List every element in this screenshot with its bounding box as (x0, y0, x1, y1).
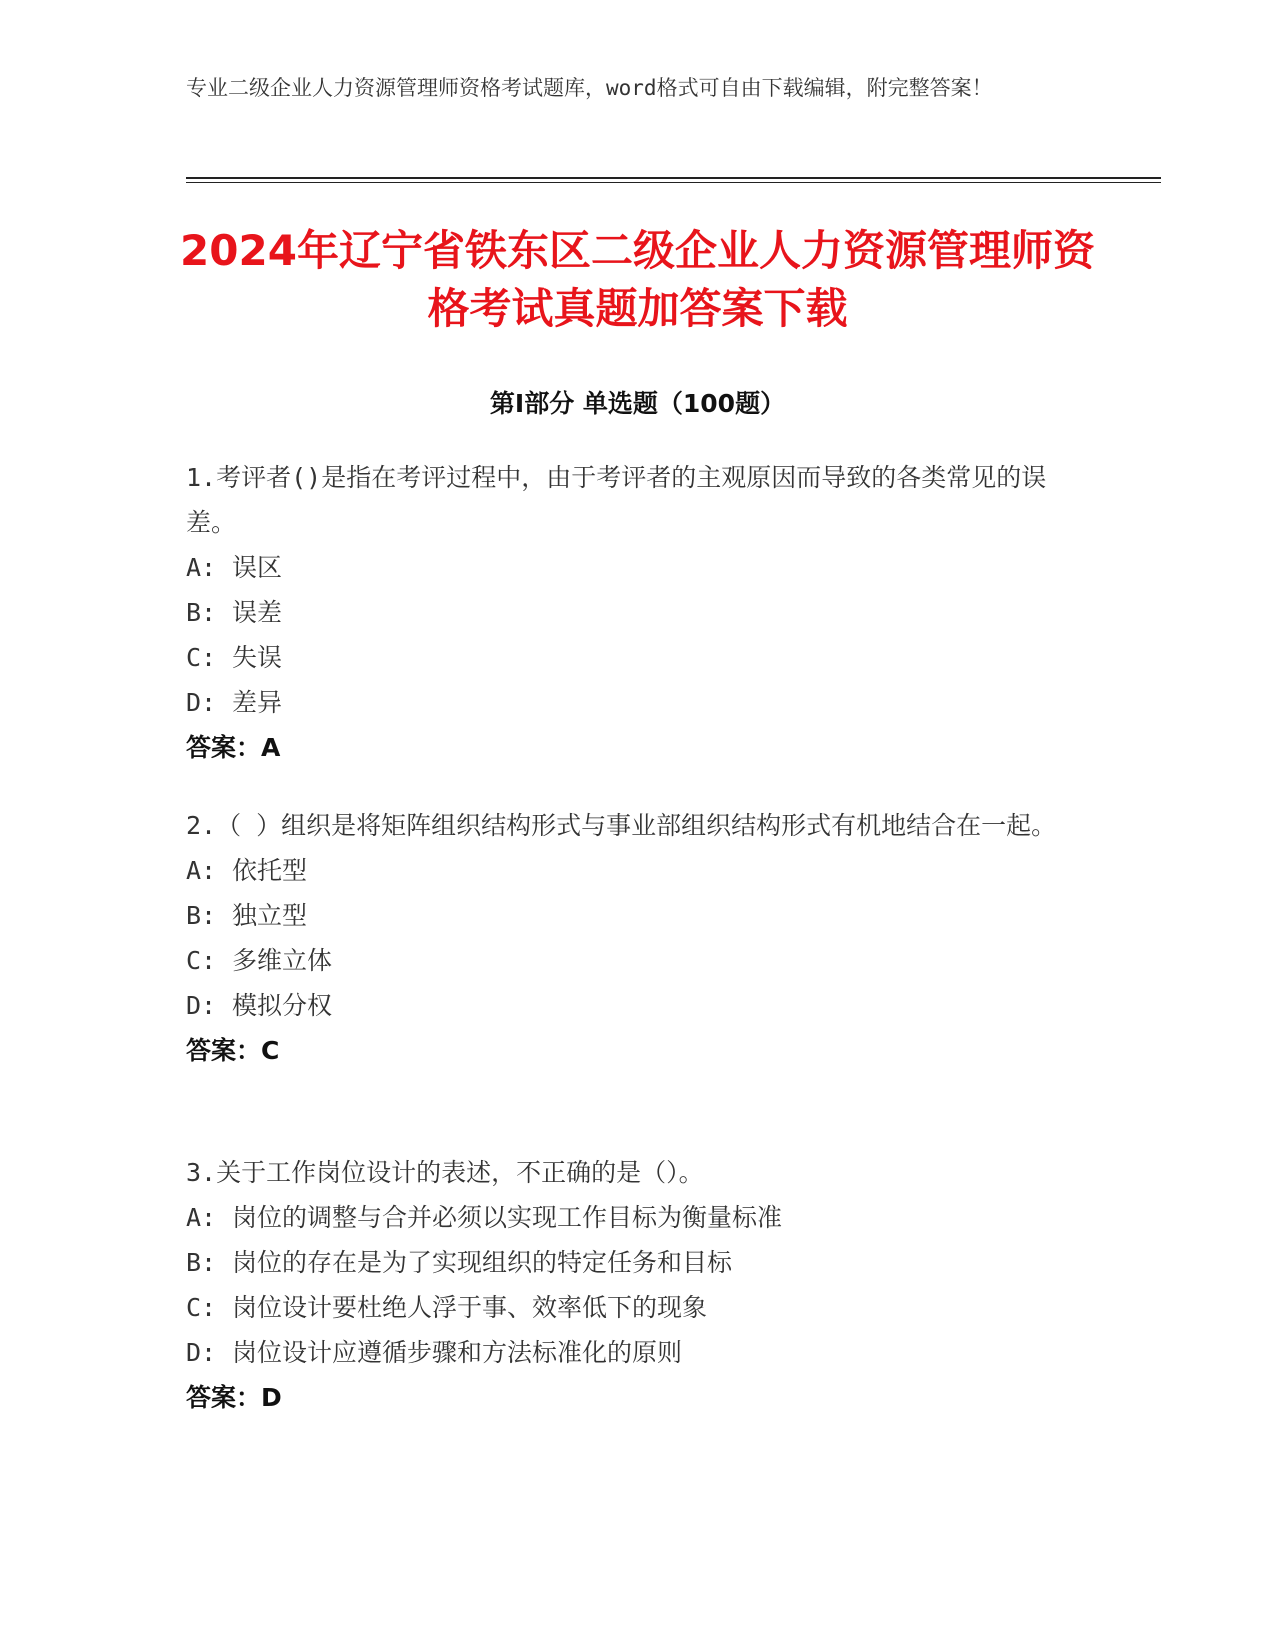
question-stem: 2.（ ）组织是将矩阵组织结构形式与事业部组织结构形式有机地结合在一起。 (186, 811, 1057, 840)
header-divider-thin (186, 182, 1161, 183)
option-text: 岗位的存在是为了实现组织的特定任务和目标 (232, 1248, 733, 1277)
option-letter: C: (186, 946, 217, 975)
option-d (186, 1330, 1086, 1375)
option-letter: A: (186, 856, 217, 885)
option-letter: B: (186, 1248, 217, 1277)
option-letter: D: (186, 1338, 217, 1367)
answer-value: D (261, 1383, 282, 1412)
answer-line (186, 1375, 1086, 1420)
header-note: 专业二级企业人力资源管理师资格考试题库，word格式可自由下载编辑，附完整答案！ (186, 76, 993, 100)
option-text: 误区 (232, 553, 283, 582)
option-b (186, 1240, 1086, 1285)
option-text: 依托型 (232, 856, 308, 885)
option-letter: C: (186, 1293, 217, 1322)
option-text: 多维立体 (232, 946, 333, 975)
option-c (186, 938, 1086, 983)
option-letter: D: (186, 688, 217, 717)
option-text: 失误 (232, 643, 283, 672)
answer-label: 答案： (186, 1383, 262, 1412)
option-text: 岗位设计要杜绝人浮于事、效率低下的现象 (232, 1293, 708, 1322)
answer-line (186, 725, 1086, 770)
question-2 (186, 803, 1086, 1073)
question-stem: 3.关于工作岗位设计的表述，不正确的是（）。 (186, 1158, 704, 1187)
answer-label: 答案： (186, 733, 262, 762)
option-letter: A: (186, 1203, 217, 1232)
option-letter: B: (186, 901, 217, 930)
option-d (186, 983, 1086, 1028)
option-text: 独立型 (232, 901, 308, 930)
option-a (186, 545, 1086, 590)
answer-value: A (261, 733, 281, 762)
answer-value: C (261, 1036, 280, 1065)
option-letter: C: (186, 643, 217, 672)
section-heading: 第Ⅰ部分 单选题（100题） (489, 389, 786, 418)
option-c (186, 635, 1086, 680)
option-d (186, 680, 1086, 725)
option-text: 误差 (232, 598, 283, 627)
option-a (186, 848, 1086, 893)
option-b (186, 893, 1086, 938)
document-title: 2024年辽宁省铁东区二级企业人力资源管理师资格考试真题加答案下载 (180, 226, 1095, 333)
option-text: 岗位的调整与合并必须以实现工作目标为衡量标准 (232, 1203, 783, 1232)
option-text: 岗位设计应遵循步骤和方法标准化的原则 (232, 1338, 683, 1367)
option-letter: A: (186, 553, 217, 582)
option-a (186, 1195, 1086, 1240)
option-letter: D: (186, 991, 217, 1020)
answer-line (186, 1028, 1086, 1073)
question-3 (186, 1150, 1086, 1420)
option-text: 差异 (232, 688, 283, 717)
option-letter: B: (186, 598, 217, 627)
header-divider-thick (186, 177, 1161, 179)
option-text: 模拟分权 (232, 991, 333, 1020)
answer-label: 答案： (186, 1036, 262, 1065)
question-stem: 1.考评者()是指在考评过程中，由于考评者的主观原因而导致的各类常见的误差。 (186, 463, 1047, 537)
option-c (186, 1285, 1086, 1330)
question-1 (186, 455, 1086, 770)
option-b (186, 590, 1086, 635)
